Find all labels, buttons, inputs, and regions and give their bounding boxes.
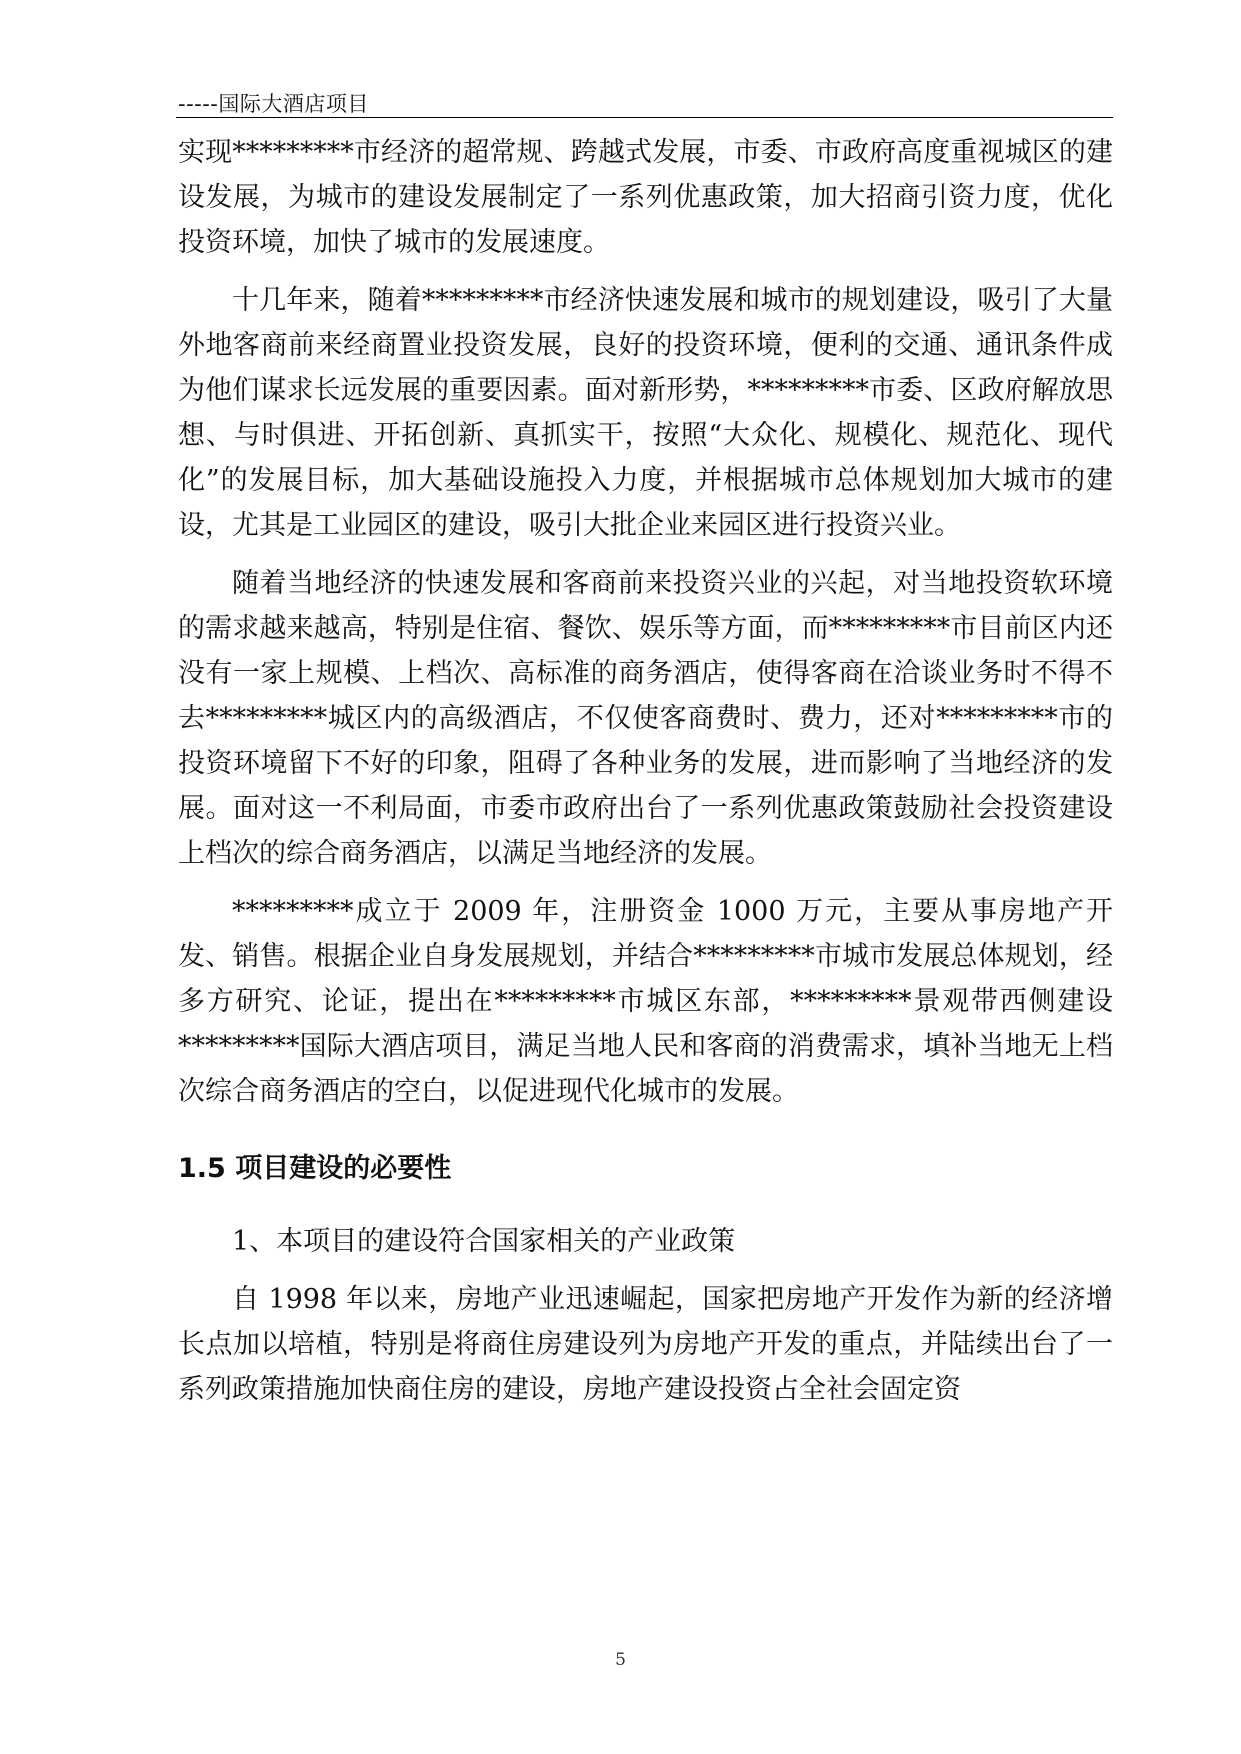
- paragraph: *********成立于 2009 年，注册资金 1000 万元，主要从事房地产开发、销售。根据企业自身发展规划，并结合*********市城市发展总体规划，经多方研究、论证，提出在*********市城区东部，*********景观带西侧建设*********国际大酒店项目，满足当地人民和客商的消费需求，填补当地无上档次综合商务酒店的空白，以促进现代化城市的发展。: [178, 896, 1113, 1107]
- paragraph: 十几年来，随着*********市经济快速发展和城市的规划建设，吸引了大量外地客商前来经商置业投资发展，良好的投资环境，便利的交通、通讯条件成为他们谋求长远发展的重要因素。面对新形势，*********市委、区政府解放思想、与时俱进、开拓创新、真抓实干，按照“大众化、规模化、规范化、现代化”的发展目标，加大基础设施投入力度，并根据城市总体规划加大城市的建设，尤其是工业园区的建设，吸引大批企业来园区进行投资兴业。: [178, 285, 1113, 541]
- paragraph: 自 1998 年以来，房地产业迅速崛起，国家把房地产开发作为新的经济增长点加以培植，特别是将商住房建设列为房地产开发的重点，并陆续出台了一系列政策措施加快商住房的建设，房地产建设投资占全社会固定资: [178, 1284, 1113, 1405]
- paragraph-continuation: 实现*********市经济的超常规、跨越式发展，市委、市政府高度重视城区的建设发展，为城市的建设发展制定了一系列优惠政策，加大招商引资力度，优化投资环境，加快了城市的发展速度。: [178, 137, 1113, 258]
- paragraph: 随着当地经济的快速发展和客商前来投资兴业的兴起，对当地投资软环境的需求越来越高，特别是住宿、餐饮、娱乐等方面，而*********市目前区内还没有一家上规模、上档次、高标准的商务酒店，使得客商在洽谈业务时不得不去*********城区内的高级酒店，不仅使客商费时、费力，还对*********市的投资环境留下不好的印象，阻碍了各种业务的发展，进而影响了当地经济的发展。面对这一不利局面，市委市政府出台了一系列优惠政策鼓励社会投资建设上档次的综合商务酒店，以满足当地经济的发展。: [178, 568, 1113, 869]
- header-rule: [176, 117, 1113, 118]
- sub-heading: 1、本项目的建设符合国家相关的产业政策: [232, 1226, 736, 1257]
- running-header: -----国际大酒店项目: [178, 92, 369, 116]
- page-body: [178, 130, 1113, 1412]
- section-heading: 1.5 项目建设的必要性: [178, 1153, 452, 1184]
- page-number: 5: [615, 1650, 626, 1670]
